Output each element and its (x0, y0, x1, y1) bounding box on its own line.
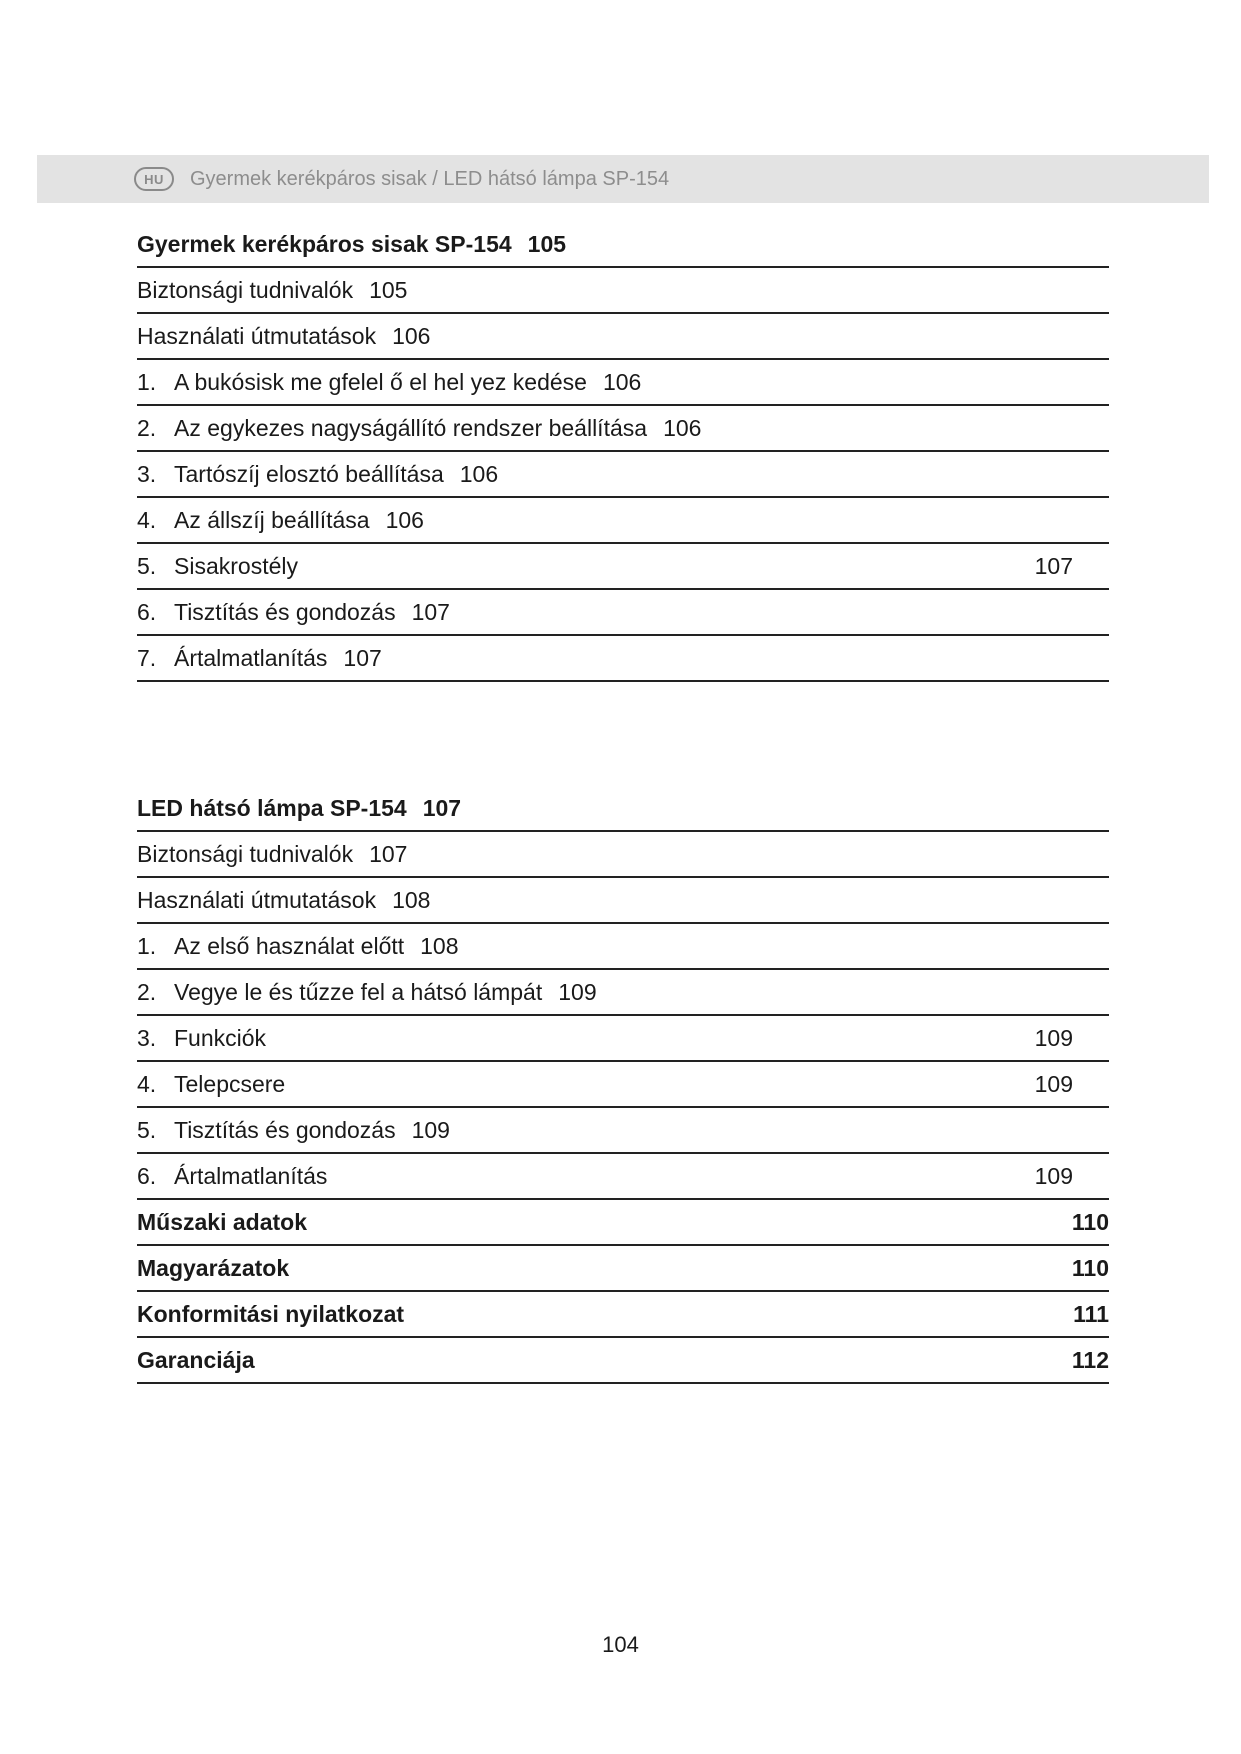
toc-heading-page: 105 (527, 231, 567, 257)
toc-entry (137, 832, 1109, 878)
toc-entry-page: 109 (1034, 1025, 1073, 1051)
toc-entry-label: Használati útmutatások (137, 323, 377, 349)
toc-entry (137, 498, 1109, 544)
toc-entry-page: 106 (392, 323, 431, 349)
toc-heading-page: 111 (1073, 1301, 1109, 1327)
toc-heading-warranty (137, 1338, 1109, 1384)
toc-entry (137, 544, 1109, 590)
toc-heading-conformity (137, 1292, 1109, 1338)
toc-entry-label: Telepcsere (174, 1071, 286, 1097)
toc-entry-label: A bukósisk me gfelel ő el hel yez kedése (174, 369, 587, 395)
toc-entry-number: 4. (137, 507, 157, 533)
toc-entry-label: Tisztítás és gondozás (174, 1117, 396, 1143)
toc-entry (137, 636, 1109, 682)
toc-entry-label: Az állszíj beállítása (174, 507, 370, 533)
toc-entry (137, 360, 1109, 406)
toc-entry-page: 109 (558, 979, 597, 1005)
toc-entry-page: 108 (420, 933, 459, 959)
toc-heading-label: Műszaki adatok (137, 1209, 307, 1235)
toc-entry-number: 6. (137, 599, 157, 625)
toc-heading-label: Konformitási nyilatkozat (137, 1301, 405, 1327)
toc-entry-page: 106 (602, 369, 642, 395)
running-header-title: Gyermek kerékpáros sisak / LED hátsó lámpa SP-154 (190, 167, 670, 190)
toc-entry-page: 106 (385, 507, 424, 533)
toc-entry (137, 1016, 1109, 1062)
toc-entry-page: 109 (411, 1117, 450, 1143)
toc-entry-label: Funkciók (174, 1025, 267, 1051)
toc-entry (137, 406, 1109, 452)
language-badge: HU (134, 167, 174, 191)
toc-entry-number: 3. (137, 461, 157, 487)
toc-heading-label: Garanciája (137, 1347, 255, 1373)
toc-heading-page: 112 (1071, 1347, 1109, 1373)
toc-entry-number: 3. (137, 1025, 157, 1051)
toc-entry-label: Vegye le és tűzze fel a hátsó lámpát (174, 979, 543, 1005)
toc-heading-technical-data (137, 1200, 1109, 1246)
toc-heading-page: 107 (422, 795, 462, 821)
toc-entry-number: 1. (137, 933, 157, 959)
toc-entry-number: 5. (137, 1117, 157, 1143)
toc-entry-page: 107 (411, 599, 450, 625)
toc-entry-page: 109 (1034, 1163, 1073, 1189)
toc-entry-number: 6. (137, 1163, 157, 1189)
toc-entry-page: 109 (1034, 1071, 1073, 1097)
toc-heading-helmet (137, 222, 1109, 268)
toc-entry-label: Az egykezes nagyságállító rendszer beállítása (174, 415, 648, 441)
toc-entry (137, 878, 1109, 924)
toc-entry-label: Tisztítás és gondozás (174, 599, 396, 625)
toc-entry (137, 924, 1109, 970)
toc-entry-label: Ártalmatlanítás (174, 1163, 328, 1189)
toc-entry (137, 268, 1109, 314)
toc-section-rear-light (137, 786, 1109, 1384)
toc-entry-page: 108 (392, 887, 431, 913)
toc-entry (137, 1108, 1109, 1154)
toc-heading-label: LED hátsó lámpa SP-154 (137, 795, 407, 821)
toc-entry-label: Ártalmatlanítás (174, 645, 328, 671)
toc-heading-rear-light (137, 786, 1109, 832)
toc-entry-label: Az első használat előtt (174, 933, 405, 959)
toc-heading-label: Magyarázatok (137, 1255, 290, 1281)
toc-heading-label: Gyermek kerékpáros sisak SP-154 (137, 231, 512, 257)
toc-entry-number: 5. (137, 553, 157, 579)
toc-entry-number: 2. (137, 415, 157, 441)
toc-heading-page: 110 (1071, 1255, 1109, 1281)
toc-entry-page: 107 (369, 841, 408, 867)
toc-entry (137, 314, 1109, 360)
running-header (37, 155, 1209, 203)
toc-section-helmet (137, 222, 1109, 682)
toc-entry-number: 2. (137, 979, 157, 1005)
toc-entry-number: 1. (137, 369, 157, 395)
toc-entry-page: 105 (369, 277, 408, 303)
toc-entry-label: Biztonsági tudnivalók (137, 841, 354, 867)
toc-entry (137, 1154, 1109, 1200)
page-number: 104 (602, 1632, 639, 1657)
toc-heading-explanations (137, 1246, 1109, 1292)
toc-entry (137, 1062, 1109, 1108)
toc-entry-page: 106 (459, 461, 499, 487)
toc-entry (137, 452, 1109, 498)
toc-entry-page: 106 (663, 415, 702, 441)
toc-entry-page: 107 (1034, 553, 1073, 579)
toc-entry-label: Sisakrostély (174, 553, 298, 579)
toc-entry-label: Biztonsági tudnivalók (137, 277, 354, 303)
toc-entry (137, 590, 1109, 636)
toc-entry-label: Tartószíj elosztó beállítása (174, 461, 444, 487)
toc-entry (137, 970, 1109, 1016)
toc-entry-page: 107 (343, 645, 382, 671)
toc-entry-label: Használati útmutatások (137, 887, 377, 913)
toc-entry-number: 4. (137, 1071, 157, 1097)
toc-heading-page: 110 (1071, 1209, 1109, 1235)
toc-entry-number: 7. (137, 645, 157, 671)
